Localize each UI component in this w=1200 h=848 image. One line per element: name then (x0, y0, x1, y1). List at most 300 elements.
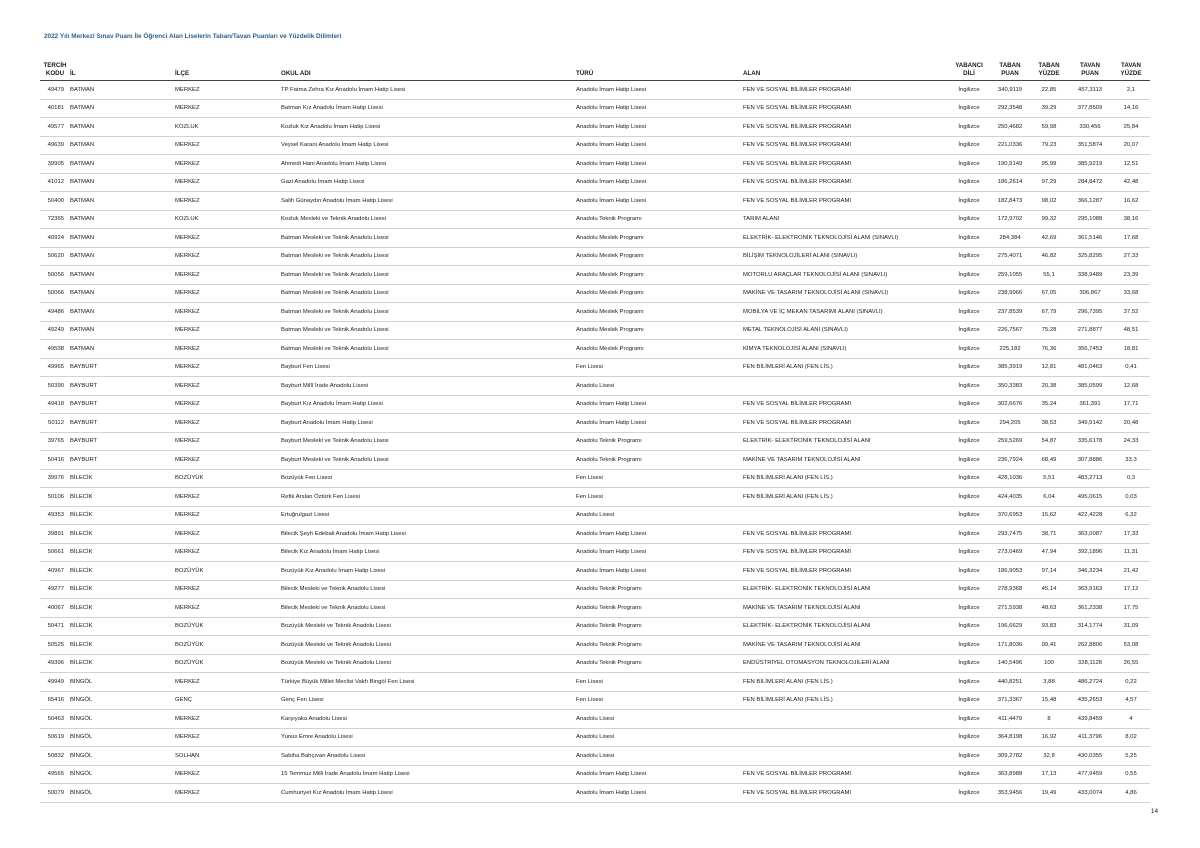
cell-il: BİLECİK (70, 562, 175, 581)
cell-tercih-kodu: 50079 (40, 784, 70, 803)
table-row (40, 691, 1150, 710)
cell-taban-yuzde: 67,79 (1030, 303, 1068, 322)
cell-taban-puan: 237,8539 (990, 303, 1030, 322)
cell-turu: Anadolu Teknik Programı (576, 451, 743, 470)
cell-tavan-yuzde: 12,68 (1112, 377, 1150, 396)
cell-ilce: SOLHAN (175, 747, 281, 766)
header-tavan-puan (1068, 54, 1112, 81)
header-yabanci-dili-label: YABANCI DİLİ (955, 62, 983, 77)
table-row (40, 173, 1150, 192)
cell-taban-puan: 363,8988 (990, 765, 1030, 784)
cell-tavan-yuzde: 6,32 (1112, 506, 1150, 525)
document-title: 2022 Yılı Merkezi Sınav Puanı İle Öğrenci Alan Liselerin Taban/Tavan Puanları ve Yüzdelik Dilimleri (44, 33, 342, 40)
cell-tercih-kodu: 49577 (40, 118, 70, 137)
cell-taban-puan: 186,9053 (990, 562, 1030, 581)
cell-turu: Anadolu Meslek Programı (576, 340, 743, 359)
cell-tercih-kodu: 49949 (40, 673, 70, 692)
cell-taban-yuzde: 22,85 (1030, 81, 1068, 100)
table-row (40, 192, 1150, 211)
cell-taban-yuzde: 59,98 (1030, 118, 1068, 137)
cell-alan: FEN VE SOSYAL BİLİMLER PROGRAMI (743, 173, 948, 192)
cell-ilce: MERKEZ (175, 377, 281, 396)
cell-okul-adi: Cumhuriyet Kız Anadolu İmam Hatip Lisesi (281, 784, 576, 803)
cell-il: BİLECİK (70, 599, 175, 618)
cell-il: BATMAN (70, 173, 175, 192)
cell-ilce: MERKEZ (175, 710, 281, 729)
cell-il: BİLECİK (70, 469, 175, 488)
header-turu (576, 54, 743, 81)
cell-turu: Fen Lisesi (576, 673, 743, 692)
cell-il: BİLECİK (70, 525, 175, 544)
cell-tavan-yuzde: 12,51 (1112, 155, 1150, 174)
cell-ilce: MERKEZ (175, 414, 281, 433)
cell-il: BİNGÖL (70, 710, 175, 729)
cell-tavan-puan: 361,5146 (1068, 229, 1112, 248)
cell-yabanci-dili: İngilizce (948, 710, 990, 729)
cell-il: BATMAN (70, 118, 175, 137)
cell-okul-adi: Bozüyük Fen Lisesi (281, 469, 576, 488)
header-yabanci-dili (948, 54, 990, 81)
cell-tavan-puan: 481,0463 (1068, 358, 1112, 377)
cell-il: BATMAN (70, 210, 175, 229)
cell-turu: Anadolu Meslek Programı (576, 229, 743, 248)
cell-tercih-kodu: 49249 (40, 321, 70, 340)
cell-turu: Anadolu Teknik Programı (576, 654, 743, 673)
cell-taban-puan: 440,8251 (990, 673, 1030, 692)
cell-tavan-puan: 363,0087 (1068, 525, 1112, 544)
cell-turu: Anadolu İmam Hatip Lisesi (576, 543, 743, 562)
cell-yabanci-dili: İngilizce (948, 525, 990, 544)
cell-tavan-puan: 271,8877 (1068, 321, 1112, 340)
cell-tavan-puan: 296,7395 (1068, 303, 1112, 322)
cell-turu: Anadolu İmam Hatip Lisesi (576, 414, 743, 433)
cell-taban-yuzde: 3,88 (1030, 673, 1068, 692)
table-row (40, 673, 1150, 692)
cell-tavan-puan: 351,5874 (1068, 136, 1112, 155)
cell-okul-adi: Bayburt Mesleki ve Teknik Anadolu Lisesi (281, 451, 576, 470)
cell-okul-adi: Batman Mesleki ve Teknik Anadolu Lisesi (281, 247, 576, 266)
cell-yabanci-dili: İngilizce (948, 247, 990, 266)
cell-alan: KİMYA TEKNOLOJİSİ ALANI (SINAVLI) (743, 340, 948, 359)
cell-ilce: MERKEZ (175, 303, 281, 322)
cell-yabanci-dili: İngilizce (948, 303, 990, 322)
cell-tavan-yuzde: 17,68 (1112, 229, 1150, 248)
cell-taban-puan: 278,9368 (990, 580, 1030, 599)
cell-ilce: MERKEZ (175, 81, 281, 100)
cell-il: BATMAN (70, 266, 175, 285)
cell-alan (743, 506, 948, 525)
cell-tavan-puan: 385,9219 (1068, 155, 1112, 174)
cell-tavan-puan: 262,8806 (1068, 636, 1112, 655)
cell-yabanci-dili: İngilizce (948, 691, 990, 710)
cell-tavan-yuzde: 17,71 (1112, 395, 1150, 414)
cell-taban-puan: 350,3383 (990, 377, 1030, 396)
cell-taban-yuzde: 42,69 (1030, 229, 1068, 248)
cell-yabanci-dili: İngilizce (948, 377, 990, 396)
cell-yabanci-dili: İngilizce (948, 747, 990, 766)
cell-tercih-kodu: 39891 (40, 525, 70, 544)
cell-tercih-kodu: 50463 (40, 710, 70, 729)
cell-ilce: MERKEZ (175, 340, 281, 359)
cell-alan: MOTORLU ARAÇLAR TEKNOLOJİSİ ALANI (SINAVLI) (743, 266, 948, 285)
cell-taban-yuzde: 98,02 (1030, 192, 1068, 211)
table-row (40, 617, 1150, 636)
cell-taban-puan: 238,9966 (990, 284, 1030, 303)
cell-il: BİLECİK (70, 636, 175, 655)
cell-tavan-puan: 457,3113 (1068, 81, 1112, 100)
cell-taban-yuzde: 20,38 (1030, 377, 1068, 396)
cell-alan: ENDÜSTRİYEL OTOMASYON TEKNOLOJİLERİ ALANI (743, 654, 948, 673)
cell-taban-puan: 284,384 (990, 229, 1030, 248)
cell-alan: METAL TEKNOLOJİSİ ALANI (SINAVLI) (743, 321, 948, 340)
cell-okul-adi: Batman Mesleki ve Teknik Anadolu Lisesi (281, 284, 576, 303)
cell-tavan-yuzde: 0,41 (1112, 358, 1150, 377)
cell-tavan-puan: 325,8295 (1068, 247, 1112, 266)
header-ilce (175, 54, 281, 81)
cell-taban-puan: 302,6676 (990, 395, 1030, 414)
table-body (40, 81, 1150, 803)
cell-il: BATMAN (70, 192, 175, 211)
cell-il: BATMAN (70, 321, 175, 340)
cell-tavan-yuzde: 16,62 (1112, 192, 1150, 211)
header-alan (743, 54, 948, 81)
cell-taban-yuzde: 97,29 (1030, 173, 1068, 192)
cell-tavan-yuzde: 20,07 (1112, 136, 1150, 155)
cell-il: BİLECİK (70, 617, 175, 636)
cell-tavan-yuzde: 25,84 (1112, 118, 1150, 137)
cell-ilce: MERKEZ (175, 321, 281, 340)
cell-turu: Anadolu Teknik Programı (576, 599, 743, 618)
cell-tercih-kodu: 49538 (40, 340, 70, 359)
cell-tavan-puan: 295,1088 (1068, 210, 1112, 229)
page-number: 14 (1150, 808, 1158, 815)
cell-tercih-kodu: 50619 (40, 728, 70, 747)
cell-tavan-puan: 430,0355 (1068, 747, 1112, 766)
cell-yabanci-dili: İngilizce (948, 432, 990, 451)
header-taban-yuzde (1030, 54, 1068, 81)
cell-alan: ELEKTRİK- ELEKTRONİK TEKNOLOJİSİ ALANI (SINAVLI) (743, 229, 948, 248)
cell-yabanci-dili: İngilizce (948, 210, 990, 229)
cell-tercih-kodu: 40181 (40, 99, 70, 118)
cell-tercih-kodu: 49353 (40, 506, 70, 525)
cell-alan: MAKİNE VE TASARIM TEKNOLOJİSİ ALANI (743, 599, 948, 618)
cell-tercih-kodu: 41012 (40, 173, 70, 192)
header-taban-puan (990, 54, 1030, 81)
cell-tavan-yuzde: 26,55 (1112, 654, 1150, 673)
cell-tavan-puan: 335,6178 (1068, 432, 1112, 451)
table-row (40, 599, 1150, 618)
cell-taban-yuzde: 67,05 (1030, 284, 1068, 303)
cell-tavan-puan: 411,3796 (1068, 728, 1112, 747)
cell-ilce: MERKEZ (175, 266, 281, 285)
cell-taban-puan: 364,8198 (990, 728, 1030, 747)
cell-ilce: MERKEZ (175, 432, 281, 451)
table-row (40, 414, 1150, 433)
table-row (40, 506, 1150, 525)
header-tavan-yuzde-label: TAVAN YÜZDE (1120, 62, 1142, 77)
cell-tavan-yuzde: 14,16 (1112, 99, 1150, 118)
header-turu-label: TÜRÜ (576, 70, 594, 77)
header-il (70, 54, 175, 81)
cell-okul-adi: TP Fatma Zehra Kız Anadolu İmam Hatip Lisesi (281, 81, 576, 100)
cell-il: BİNGÖL (70, 673, 175, 692)
table-row (40, 784, 1150, 803)
cell-ilce: MERKEZ (175, 451, 281, 470)
cell-tercih-kodu: 39905 (40, 155, 70, 174)
cell-yabanci-dili: İngilizce (948, 488, 990, 507)
cell-yabanci-dili: İngilizce (948, 580, 990, 599)
cell-turu: Anadolu İmam Hatip Lisesi (576, 173, 743, 192)
cell-ilce: MERKEZ (175, 229, 281, 248)
cell-turu: Anadolu Meslek Programı (576, 321, 743, 340)
cell-yabanci-dili: İngilizce (948, 673, 990, 692)
cell-okul-adi: Kozluk Kız Anadolu İmam Hatip Lisesi (281, 118, 576, 137)
table-row (40, 562, 1150, 581)
cell-tercih-kodu: 49565 (40, 765, 70, 784)
cell-taban-puan: 428,1036 (990, 469, 1030, 488)
cell-tavan-yuzde: 0,3 (1112, 469, 1150, 488)
cell-tavan-puan: 483,2713 (1068, 469, 1112, 488)
cell-ilce: BOZÜYÜK (175, 654, 281, 673)
cell-tavan-yuzde: 20,48 (1112, 414, 1150, 433)
cell-alan: FEN VE SOSYAL BİLİMLER PROGRAMI (743, 525, 948, 544)
cell-taban-yuzde: 54,87 (1030, 432, 1068, 451)
cell-taban-yuzde: 75,28 (1030, 321, 1068, 340)
cell-taban-puan: 225,182 (990, 340, 1030, 359)
cell-tavan-puan: 361,2338 (1068, 599, 1112, 618)
cell-alan: FEN BİLİMLERİ ALANI (FEN LİS.) (743, 673, 948, 692)
cell-tavan-puan: 328,1128 (1068, 654, 1112, 673)
cell-taban-puan: 424,4035 (990, 488, 1030, 507)
cell-turu: Anadolu Teknik Programı (576, 636, 743, 655)
cell-okul-adi: 15 Temmuz Milli İrade Anadolu İmam Hatip Lisesi (281, 765, 576, 784)
cell-taban-yuzde: 55,1 (1030, 266, 1068, 285)
cell-il: BAYBURT (70, 377, 175, 396)
table-row (40, 580, 1150, 599)
cell-ilce: MERKEZ (175, 284, 281, 303)
cell-yabanci-dili: İngilizce (948, 266, 990, 285)
cell-tavan-puan: 377,8509 (1068, 99, 1112, 118)
cell-ilce: MERKEZ (175, 395, 281, 414)
cell-okul-adi: Bozüyük Mesleki ve Teknik Anadolu Lisesi (281, 617, 576, 636)
cell-okul-adi: Batman Mesleki ve Teknik Anadolu Lisesi (281, 303, 576, 322)
cell-alan: FEN VE SOSYAL BİLİMLER PROGRAMI (743, 81, 948, 100)
cell-taban-yuzde: 15,62 (1030, 506, 1068, 525)
table-header-row (40, 54, 1150, 81)
cell-taban-puan: 250,4682 (990, 118, 1030, 137)
score-table (40, 54, 1150, 803)
cell-tavan-puan: 330,456 (1068, 118, 1112, 137)
cell-tavan-puan: 314,1774 (1068, 617, 1112, 636)
cell-alan (743, 728, 948, 747)
cell-yabanci-dili: İngilizce (948, 136, 990, 155)
cell-ilce: MERKEZ (175, 728, 281, 747)
cell-tavan-puan: 385,0599 (1068, 377, 1112, 396)
cell-okul-adi: Batman Mesleki ve Teknik Anadolu Lisesi (281, 321, 576, 340)
cell-tercih-kodu: 50416 (40, 451, 70, 470)
cell-yabanci-dili: İngilizce (948, 81, 990, 100)
cell-turu: Anadolu Teknik Programı (576, 617, 743, 636)
cell-ilce: MERKEZ (175, 99, 281, 118)
cell-ilce: BOZÜYÜK (175, 617, 281, 636)
cell-ilce: KOZLUK (175, 118, 281, 137)
cell-taban-yuzde: 76,36 (1030, 340, 1068, 359)
cell-tavan-yuzde: 21,42 (1112, 562, 1150, 581)
cell-tavan-yuzde: 8,02 (1112, 728, 1150, 747)
cell-taban-yuzde: 38,53 (1030, 414, 1068, 433)
cell-turu: Anadolu Teknik Programı (576, 580, 743, 599)
cell-tercih-kodu: 72365 (40, 210, 70, 229)
cell-taban-yuzde: 38,71 (1030, 525, 1068, 544)
cell-taban-puan: 190,9149 (990, 155, 1030, 174)
cell-yabanci-dili: İngilizce (948, 562, 990, 581)
cell-yabanci-dili: İngilizce (948, 414, 990, 433)
cell-tercih-kodu: 49479 (40, 81, 70, 100)
header-okul-adi (281, 54, 576, 81)
cell-okul-adi: Bilecik Mesleki ve Teknik Anadolu Lisesi (281, 599, 576, 618)
cell-okul-adi: Yunus Emre Anadolu Lisesi (281, 728, 576, 747)
cell-alan: FEN BİLİMLERİ ALANI (FEN LİS.) (743, 691, 948, 710)
cell-okul-adi: Bilecik Kız Anadolu İmam Hatip Lisesi (281, 543, 576, 562)
cell-tercih-kodu: 50400 (40, 192, 70, 211)
cell-taban-puan: 294,205 (990, 414, 1030, 433)
table-row (40, 488, 1150, 507)
table-row (40, 340, 1150, 359)
table-row (40, 358, 1150, 377)
cell-okul-adi: Ertuğrulgazi Lisesi (281, 506, 576, 525)
cell-tercih-kodu: 50390 (40, 377, 70, 396)
cell-tercih-kodu: 40924 (40, 229, 70, 248)
cell-il: BİLECİK (70, 654, 175, 673)
cell-tavan-yuzde: 17,33 (1112, 525, 1150, 544)
cell-turu: Fen Lisesi (576, 469, 743, 488)
header-okul-adi-label: OKUL ADI (281, 70, 311, 77)
cell-turu: Fen Lisesi (576, 358, 743, 377)
cell-okul-adi: Gazi Anadolu İmam Hatip Lisesi (281, 173, 576, 192)
cell-turu: Anadolu İmam Hatip Lisesi (576, 525, 743, 544)
cell-tercih-kodu: 49486 (40, 303, 70, 322)
cell-ilce: MERKEZ (175, 358, 281, 377)
cell-taban-yuzde: 8 (1030, 710, 1068, 729)
cell-taban-puan: 275,4071 (990, 247, 1030, 266)
table-row (40, 155, 1150, 174)
cell-turu: Anadolu İmam Hatip Lisesi (576, 136, 743, 155)
cell-okul-adi: Sabiha Bahçıvan Anadolu Lisesi (281, 747, 576, 766)
cell-tavan-puan: 349,9142 (1068, 414, 1112, 433)
cell-taban-yuzde: 46,82 (1030, 247, 1068, 266)
cell-tercih-kodu: 49965 (40, 358, 70, 377)
cell-tercih-kodu: 40967 (40, 562, 70, 581)
cell-yabanci-dili: İngilizce (948, 173, 990, 192)
cell-taban-yuzde: 12,81 (1030, 358, 1068, 377)
cell-tavan-puan: 433,0074 (1068, 784, 1112, 803)
cell-il: BİNGÖL (70, 747, 175, 766)
cell-tercih-kodu: 49418 (40, 395, 70, 414)
cell-taban-yuzde: 5,51 (1030, 469, 1068, 488)
cell-ilce: MERKEZ (175, 155, 281, 174)
cell-tercih-kodu: 50620 (40, 247, 70, 266)
cell-ilce: MERKEZ (175, 599, 281, 618)
cell-okul-adi: Genç Fen Lisesi (281, 691, 576, 710)
cell-turu: Anadolu İmam Hatip Lisesi (576, 562, 743, 581)
cell-tavan-puan: 486,2724 (1068, 673, 1112, 692)
cell-okul-adi: Ahmedi Hani Anadolu İmam Hatip Lisesi (281, 155, 576, 174)
cell-ilce: MERKEZ (175, 543, 281, 562)
cell-yabanci-dili: İngilizce (948, 192, 990, 211)
cell-il: BAYBURT (70, 395, 175, 414)
cell-tercih-kodu: 49277 (40, 580, 70, 599)
header-alan-label: ALAN (743, 70, 761, 77)
table-row (40, 636, 1150, 655)
cell-ilce: BOZÜYÜK (175, 562, 281, 581)
cell-turu: Anadolu Lisesi (576, 710, 743, 729)
cell-taban-puan: 171,8036 (990, 636, 1030, 655)
cell-okul-adi: Bozüyük Mesleki ve Teknik Anadolu Lisesi (281, 636, 576, 655)
cell-taban-puan: 259,1055 (990, 266, 1030, 285)
cell-tavan-yuzde: 17,75 (1112, 599, 1150, 618)
cell-alan (743, 377, 948, 396)
cell-turu: Anadolu İmam Hatip Lisesi (576, 118, 743, 137)
cell-tercih-kodu: 49396 (40, 654, 70, 673)
cell-turu: Anadolu Teknik Programı (576, 210, 743, 229)
cell-tavan-yuzde: 37,52 (1112, 303, 1150, 322)
cell-taban-puan: 172,9702 (990, 210, 1030, 229)
cell-il: BATMAN (70, 229, 175, 248)
cell-tercih-kodu: 50471 (40, 617, 70, 636)
cell-taban-puan: 259,5269 (990, 432, 1030, 451)
cell-alan: FEN VE SOSYAL BİLİMLER PROGRAMI (743, 765, 948, 784)
cell-taban-yuzde: 97,14 (1030, 562, 1068, 581)
cell-tercih-kodu: 50832 (40, 747, 70, 766)
cell-tavan-yuzde: 38,16 (1112, 210, 1150, 229)
header-tavan-puan-label: TAVAN PUAN (1080, 62, 1100, 77)
cell-yabanci-dili: İngilizce (948, 654, 990, 673)
cell-tavan-puan: 307,8886 (1068, 451, 1112, 470)
cell-alan: FEN VE SOSYAL BİLİMLER PROGRAMI (743, 784, 948, 803)
cell-yabanci-dili: İngilizce (948, 728, 990, 747)
cell-turu: Anadolu İmam Hatip Lisesi (576, 192, 743, 211)
table-row (40, 99, 1150, 118)
cell-il: BİNGÖL (70, 728, 175, 747)
cell-tavan-puan: 361,391 (1068, 395, 1112, 414)
cell-taban-puan: 273,0469 (990, 543, 1030, 562)
header-taban-yuzde-label: TABAN YÜZDE (1038, 62, 1060, 77)
cell-okul-adi: Salih Günaydın Anadolu İmam Hatip Lisesi (281, 192, 576, 211)
cell-taban-puan: 371,3367 (990, 691, 1030, 710)
cell-taban-yuzde: 99,32 (1030, 210, 1068, 229)
cell-ilce: MERKEZ (175, 506, 281, 525)
cell-okul-adi: Bozüyük Kız Anadolu İmam Hatip Lisesi (281, 562, 576, 581)
cell-tavan-yuzde: 23,39 (1112, 266, 1150, 285)
header-tavan-yuzde (1112, 54, 1150, 81)
cell-taban-puan: 221,0336 (990, 136, 1030, 155)
cell-ilce: MERKEZ (175, 488, 281, 507)
cell-ilce: MERKEZ (175, 136, 281, 155)
cell-taban-puan: 292,3548 (990, 99, 1030, 118)
cell-okul-adi: Bayburt Anadolu İmam Hatip Lisesi (281, 414, 576, 433)
cell-ilce: KOZLUK (175, 210, 281, 229)
cell-tavan-puan: 356,7453 (1068, 340, 1112, 359)
cell-tavan-yuzde: 48,51 (1112, 321, 1150, 340)
cell-tavan-yuzde: 4,86 (1112, 784, 1150, 803)
cell-alan: ELEKTRİK- ELEKTRONİK TEKNOLOJİSİ ALANI (743, 617, 948, 636)
table-row (40, 229, 1150, 248)
cell-yabanci-dili: İngilizce (948, 784, 990, 803)
cell-tercih-kodu: 50661 (40, 543, 70, 562)
cell-taban-yuzde: 15,48 (1030, 691, 1068, 710)
cell-ilce: MERKEZ (175, 247, 281, 266)
cell-alan: FEN VE SOSYAL BİLİMLER PROGRAMI (743, 118, 948, 137)
